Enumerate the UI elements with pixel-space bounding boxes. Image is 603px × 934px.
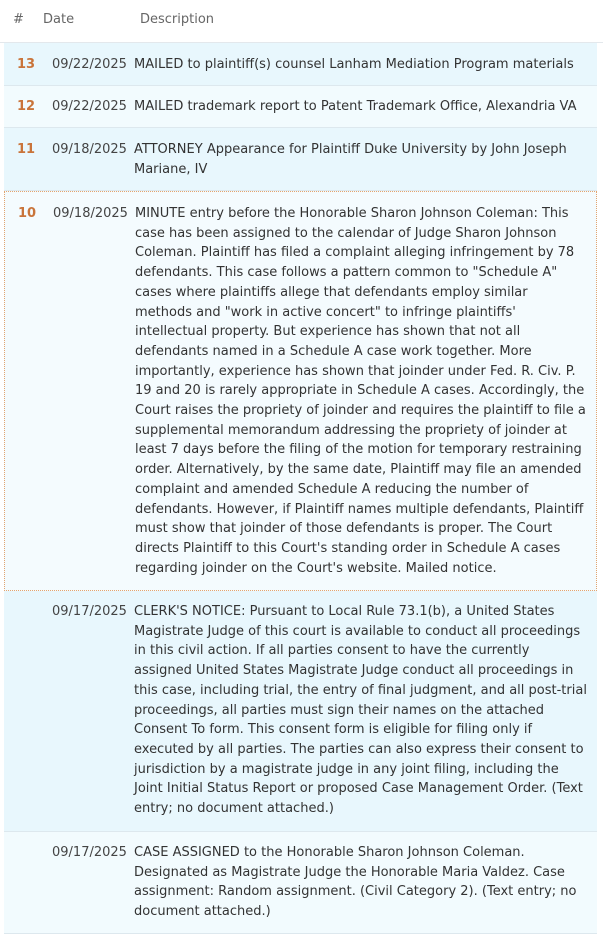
entry-date: 09/22/2025 [52, 99, 127, 114]
entry-date: 09/18/2025 [53, 206, 128, 221]
entry-description: CLERK'S NOTICE: Pursuant to Local Rule 73.1(b), a United States Magistrate Judge of this court is available to conduct all proceedings in this civil action. If all parties consent to have the currently assigned United States Magistrate Judge conduct all proceedings in this case, including trial, the entry of final judgment, and all post-trial proceedings, all parties must sign their names on the attached Consent To form. This consent form is eligible for filing only if executed by all parties. The parties can also express their consent to jurisdiction by a magistrate judge in any joint filing, including the Joint Initial Status Report or proposed Case Management Order. (Text entry; no document attached.) [134, 604, 587, 817]
entry-description: MINUTE entry before the Honorable Sharon Johnson Coleman: This case has been assigned to the calendar of Judge Sharon Johnson Coleman. Plaintiff has filed a complaint alleging infringement by 78 defendants. This case follows a pattern common to "Schedule A" cases where plaintiffs allege that defendants employ similar methods and "work in active concert" to infringe plaintiffs' intellectual property. But experience has shown that not all defendants named in a Schedule A case work together. More importantly, experience has shown that joinder under Fed. R. Civ. P. 19 and 20 is rarely appropriate in Schedule A cases. Accordingly, the Court raises the propriety of joinder and requires the plaintiff to file a supplemental memorandum addressing the propriety of joinder at least 7 days before the filing of the motion for temporary restraining order. Alternatively, by the same date, Plaintiff may file an amended complaint and amended Schedule A reducing the number of defendants. However, if Plaintiff names multiple defendants, Plaintiff must show that joinder of those defendants is proper. The Court directs Plaintiff to this Court's standing order in Schedule A cases regarding joinder on the Court's website. Mailed notice. [135, 206, 586, 576]
docket-entry-13[interactable] [4, 43, 597, 86]
entry-number: 12 [17, 99, 36, 114]
entry-date: 09/18/2025 [52, 142, 127, 157]
entry-description: MAILED to plaintiff(s) counsel Lanham Mediation Program materials [134, 57, 574, 72]
docket-entry-12[interactable] [4, 86, 597, 128]
docket-entry-case-assigned[interactable] [4, 832, 597, 934]
docket-entry-11[interactable] [4, 128, 597, 191]
entry-number: 11 [17, 142, 36, 157]
entry-description: MAILED trademark report to Patent Trademark Office, Alexandria VA [134, 99, 577, 114]
header-date: Date [43, 12, 75, 27]
entry-description: ATTORNEY Appearance for Plaintiff Duke University by John Joseph Mariane, IV [134, 142, 567, 177]
entry-date: 09/22/2025 [52, 57, 127, 72]
entry-number: 10 [18, 206, 37, 221]
table-header [0, 0, 603, 43]
entry-description: CASE ASSIGNED to the Honorable Sharon Johnson Coleman. Designated as Magistrate Judge the Honorable Maria Valdez. Case assignment: Random assignment. (Civil Category 2). (Text entry; no document attached.) [134, 845, 577, 920]
entry-date: 09/17/2025 [52, 845, 127, 860]
header-description: Description [140, 12, 215, 27]
entry-date: 09/17/2025 [52, 604, 127, 619]
entry-number: 13 [17, 57, 36, 72]
header-number: # [13, 12, 24, 27]
docket-entry-clerks-notice[interactable] [4, 591, 597, 832]
docket-entry-10[interactable] [4, 191, 597, 591]
